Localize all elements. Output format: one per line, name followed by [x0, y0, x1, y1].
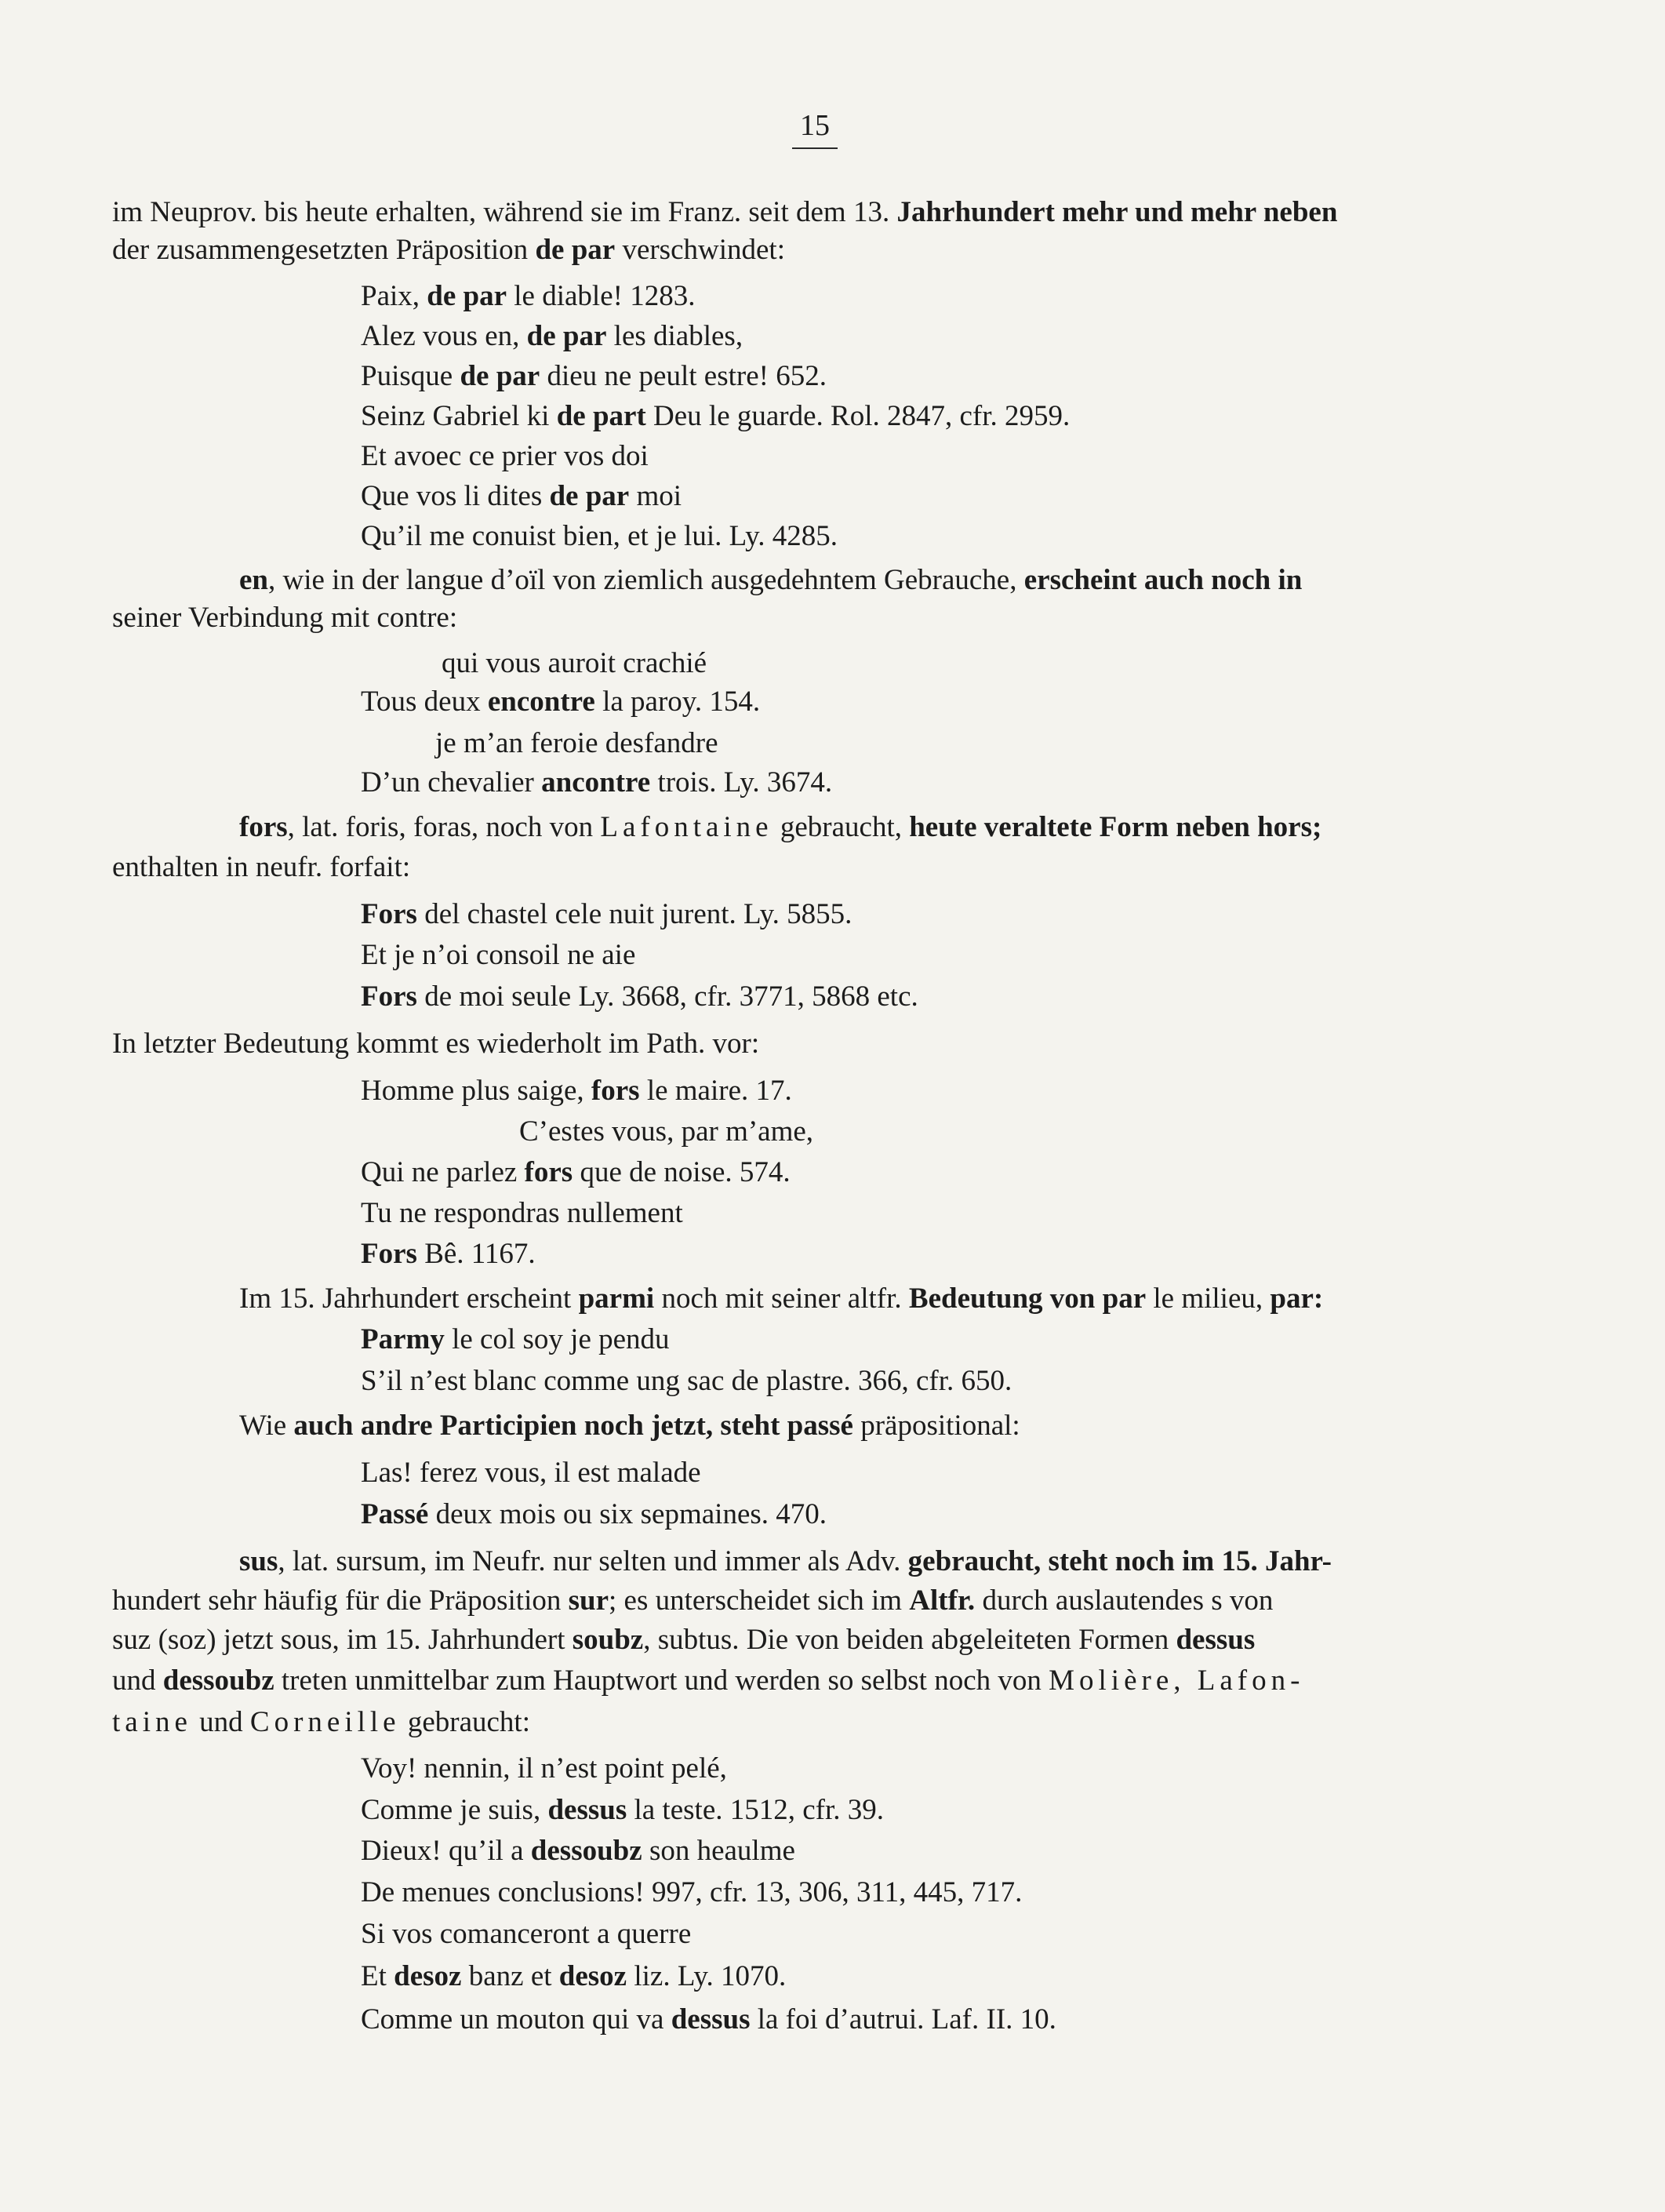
text-line: Seinz Gabriel ki de part Deu le guarde. Rol. 2847, cfr. 2959.	[361, 400, 1071, 432]
text-line: Puisque de par dieu ne peult estre! 652.	[361, 360, 827, 392]
text-line: Passé deux mois ou six sepmaines. 470.	[361, 1498, 827, 1530]
text-line: Wie auch andre Participien noch jetzt, steht passé präpositional:	[239, 1410, 1020, 1442]
bold-term: de par	[549, 480, 630, 512]
text-line: Et avoec ce prier vos doi	[361, 440, 649, 472]
text-line: sus, lat. sursum, im Neufr. nur selten und immer als Adv. gebraucht, steht noch im 15. Jahr-	[239, 1545, 1332, 1577]
text-line: enthalten in neufr. forfait:	[112, 851, 411, 883]
text-line: Parmy le col soy je pendu	[361, 1323, 670, 1355]
bold-term: dessus	[1176, 1624, 1256, 1656]
text-line: en, wie in der langue d’oïl von ziemlich ausgedehntem Gebrauche, erscheint auch noch in	[239, 564, 1303, 596]
spaced-author-name: Corneille	[249, 1706, 401, 1738]
text-line: Que vos li dites de par moi	[361, 480, 682, 512]
bold-term: Fors	[361, 1238, 417, 1270]
bold-term: Fors	[361, 898, 417, 930]
bold-term: de part	[556, 400, 646, 432]
bold-term: fors	[591, 1075, 640, 1107]
text-line: Fors Bê. 1167.	[361, 1238, 536, 1270]
text-line: im Neuprov. bis heute erhalten, während sie im Franz. seit dem 13. Jahrhundert mehr und mehr neben	[112, 196, 1338, 228]
bold-term: auch andre Participien noch jetzt, steht passé	[293, 1410, 853, 1442]
text-line: In letzter Bedeutung kommt es wiederholt im Path. vor:	[112, 1028, 760, 1060]
bold-term: dessus	[671, 2003, 751, 2036]
bold-term: Jahrhundert mehr und mehr neben	[896, 196, 1338, 228]
bold-term: de par	[427, 280, 507, 312]
bold-term: ancontre	[541, 766, 651, 799]
text-line: D’un chevalier ancontre trois. Ly. 3674.	[361, 766, 833, 799]
bold-term: sus	[239, 1545, 278, 1577]
bold-term: de par	[460, 360, 540, 392]
bold-term: Bedeutung von par	[908, 1282, 1147, 1315]
bold-term: dessoubz	[530, 1835, 642, 1867]
text-line: und dessoubz treten unmittelbar zum Hauptwort und werden so selbst noch von Molière, Lafon-	[112, 1664, 1305, 1697]
bold-term: desoz	[394, 1960, 462, 1992]
bold-term: de par	[535, 234, 616, 266]
text-line: Las! ferez vous, il est malade	[361, 1457, 701, 1489]
bold-term: encontre	[487, 686, 595, 718]
text-line: Qui ne parlez fors que de noise. 574.	[361, 1156, 791, 1188]
bold-term: Parmy	[361, 1323, 445, 1355]
bold-term: par:	[1270, 1282, 1324, 1315]
text-line: Qu’il me conuist bien, et je lui. Ly. 4285.	[361, 520, 838, 552]
text-line: C’estes vous, par m’ame,	[519, 1115, 814, 1148]
text-line: qui vous auroit crachié	[442, 647, 707, 679]
bold-term: Fors	[361, 980, 417, 1013]
text-line: fors, lat. foris, foras, noch von Lafontaine gebraucht, heute veraltete Form neben hors;	[239, 811, 1322, 843]
text-line: Comme un mouton qui va dessus la foi d’autrui. Laf. II. 10.	[361, 2003, 1056, 2036]
bold-term: erscheint auch noch in	[1023, 564, 1303, 596]
text-line: Im 15. Jahrhundert erscheint parmi noch mit seiner altfr. Bedeutung von par le milieu, par:	[239, 1282, 1324, 1315]
text-line: Fors del chastel cele nuit jurent. Ly. 5855.	[361, 898, 852, 930]
bold-term: Passé	[361, 1498, 429, 1530]
bold-term: en	[239, 564, 268, 596]
text-line: Paix, de par le diable! 1283.	[361, 280, 696, 312]
bold-term: parmi	[578, 1282, 655, 1315]
bold-term: de par	[526, 320, 607, 352]
text-line: Tous deux encontre la paroy. 154.	[361, 686, 761, 718]
text-line: Homme plus saige, fors le maire. 17.	[361, 1075, 792, 1107]
text-line: De menues conclusions! 997, cfr. 13, 306, 311, 445, 717.	[361, 1876, 1023, 1908]
text-line: seiner Verbindung mit contre:	[112, 602, 458, 634]
text-line: Dieux! qu’il a dessoubz son heaulme	[361, 1835, 795, 1867]
bold-term: fors	[239, 811, 288, 843]
text-line: Voy! nennin, il n’est point pelé,	[361, 1752, 727, 1785]
bold-term: fors	[524, 1156, 573, 1188]
text-line: Et je n’oi consoil ne aie	[361, 939, 636, 971]
bold-term: soubz	[572, 1624, 644, 1656]
bold-term: sur	[568, 1584, 609, 1617]
bold-term: Altfr.	[909, 1584, 976, 1617]
bold-term: desoz	[558, 1960, 627, 1992]
text-line: Si vos comanceront a querre	[361, 1918, 692, 1950]
text-line: taine und Corneille gebraucht:	[112, 1706, 530, 1738]
text-line: Fors de moi seule Ly. 3668, cfr. 3771, 5868 etc.	[361, 980, 918, 1013]
text-line: Alez vous en, de par les diables,	[361, 320, 743, 352]
bold-term: dessus	[547, 1794, 627, 1826]
spaced-author-name: Molière, Lafon-	[1049, 1664, 1305, 1697]
text-line: der zusammengesetzten Präposition de par verschwindet:	[112, 234, 785, 266]
bold-term: heute veraltete Form neben hors;	[909, 811, 1322, 843]
bold-term: dessoubz	[162, 1664, 274, 1697]
bold-term: gebraucht, steht noch im 15. Jahr-	[907, 1545, 1332, 1577]
text-line: Comme je suis, dessus la teste. 1512, cfr. 39.	[361, 1794, 885, 1826]
text-line: Et desoz banz et desoz liz. Ly. 1070.	[361, 1960, 787, 1992]
text-line: S’il n’est blanc comme ung sac de plastre. 366, cfr. 650.	[361, 1365, 1012, 1397]
text-line: suz (soz) jetzt sous, im 15. Jahrhundert soubz, subtus. Die von beiden abgeleiteten Formen dessus	[112, 1624, 1256, 1656]
text-line: hundert sehr häufig für die Präposition sur; es unterscheidet sich im Altfr. durch auslautendes s von	[112, 1584, 1274, 1617]
text-line: je m’an feroie desfandre	[435, 727, 718, 759]
spaced-author-name: taine	[112, 1706, 192, 1738]
text-line: Tu ne respondras nullement	[361, 1197, 683, 1229]
page-number: 15	[792, 108, 838, 149]
spaced-author-name: Lafontaine	[600, 811, 773, 843]
